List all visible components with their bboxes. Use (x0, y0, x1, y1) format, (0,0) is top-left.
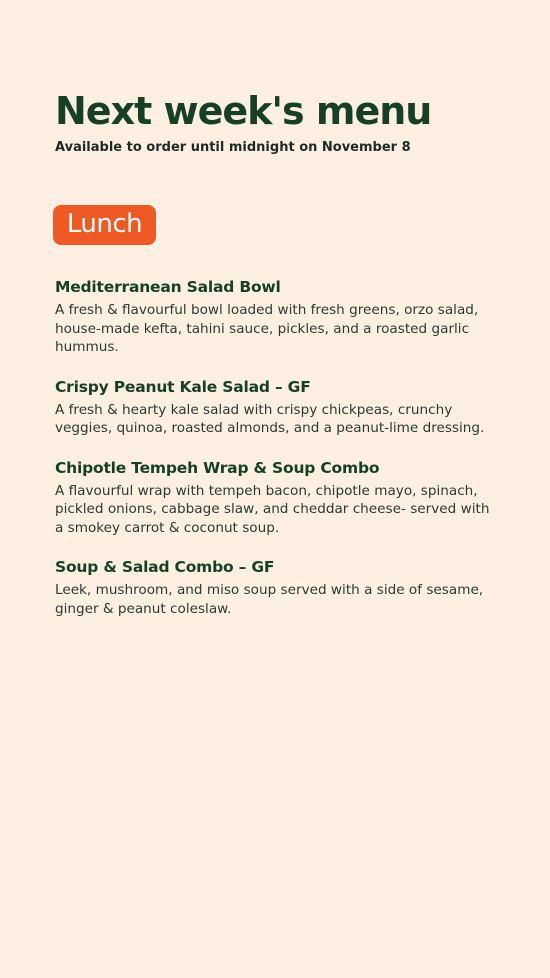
menu-list (55, 277, 495, 638)
menu-item-name: Crispy Peanut Kale Salad – GF (55, 377, 311, 396)
menu-item-description: Leek, mushroom, and miso soup served with a side of sesame, ginger & peanut coleslaw. (55, 582, 484, 617)
section-badge-lunch: Lunch (53, 205, 156, 245)
menu-item-name: Chipotle Tempeh Wrap & Soup Combo (55, 458, 380, 477)
menu-item (55, 458, 495, 538)
menu-item-name: Mediterranean Salad Bowl (55, 278, 281, 296)
menu-item (55, 557, 495, 618)
menu-item-description: A fresh & flavourful bowl loaded with fresh greens, orzo salad, house-made kefta, tahini sauce, pickles, and a roasted garlic hummus. (55, 302, 479, 355)
order-deadline: Available to order until midnight on November 8 (55, 140, 411, 155)
page-header (55, 88, 515, 155)
menu-item (55, 277, 495, 357)
menu-item-name: Soup & Salad Combo – GF (55, 558, 275, 576)
menu-item-description: A fresh & hearty kale salad with crispy chickpeas, crunchy veggies, quinoa, roasted almonds, and a peanut-lime dressing. (55, 401, 485, 436)
menu-item (55, 377, 495, 438)
page-title: Next week's menu (55, 89, 432, 133)
menu-item-description: A flavourful wrap with tempeh bacon, chipotle mayo, spinach, pickled onions, cabbage slaw, and cheddar cheese- served with a smokey carrot & coconut soup. (55, 482, 490, 536)
